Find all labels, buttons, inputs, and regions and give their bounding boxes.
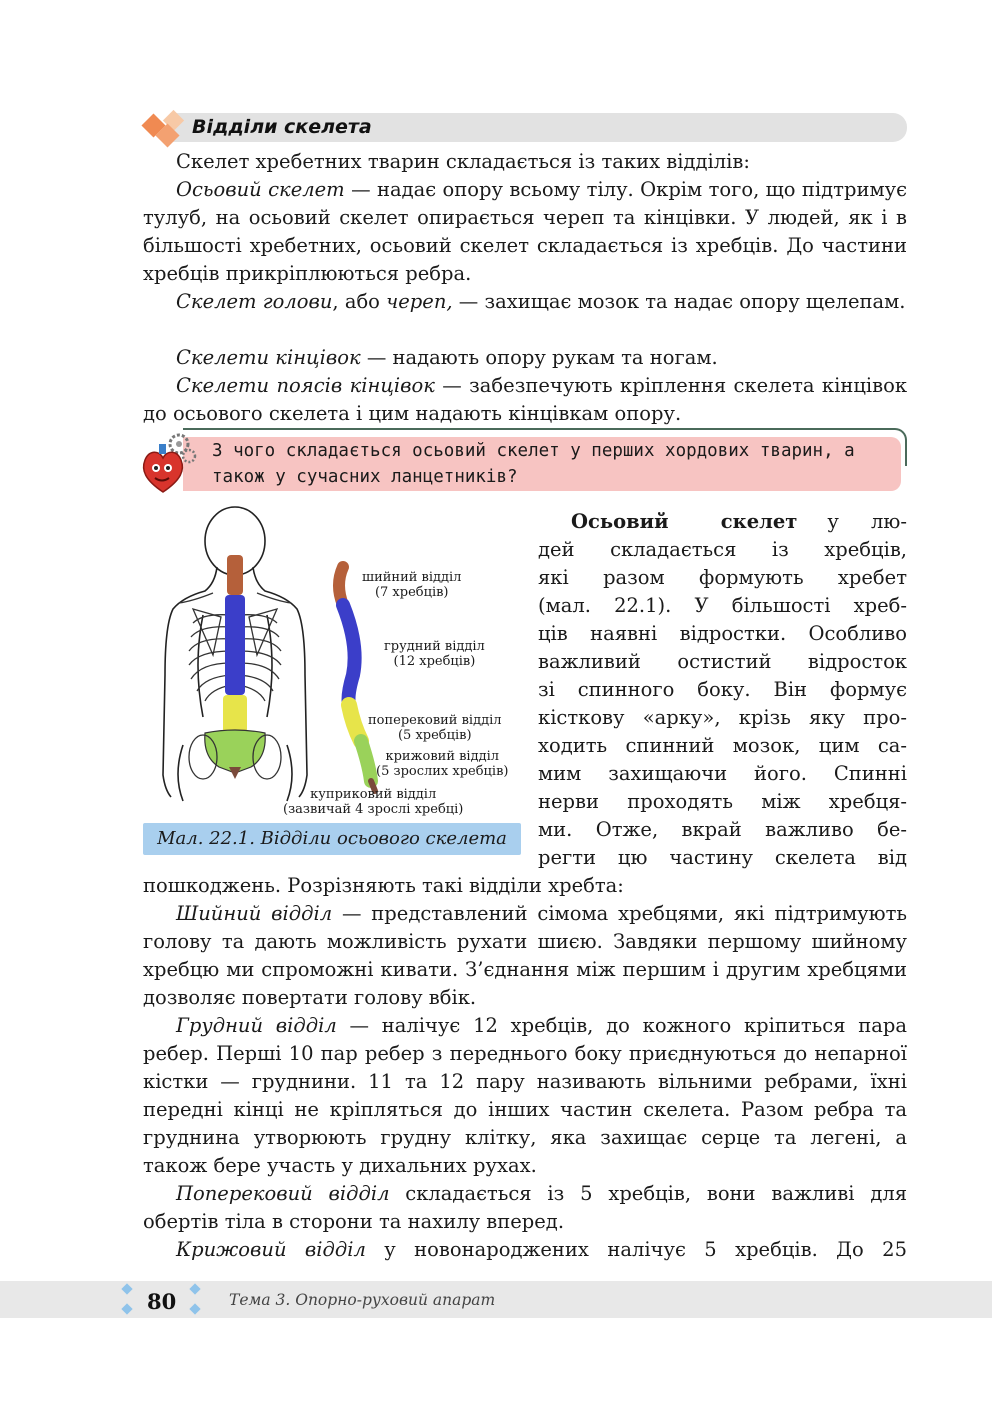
figure-label	[362, 570, 461, 600]
term: Скелет голови	[176, 290, 333, 313]
term: череп,	[386, 290, 453, 313]
label-line: (5 хребців)	[397, 728, 472, 743]
label-line: (5 зрослих хребців)	[376, 764, 509, 779]
paragraph-text: — надають опору рукам та ногам.	[360, 346, 718, 369]
paragraph-text: — надає опору всьому тілу. Окрім того, що підтримує тулуб, на осьовий скелет опирається череп та кінцівки. У людей, як і в більшості хребетних, осьовий скелет складається із хребців. До частини хребців прикріплюються ребра.	[143, 178, 908, 285]
figure-label	[368, 713, 502, 743]
paragraph-text: — налічує 12 хребців, до кожного кріпиться пара ребер. Перші 10 пар ребер з переднього боку приєднуються до непарної кістки — груднини. 11 та 12 пару називають вільними ребрами, їхні передні кінці не кріпляться до інших частин скелета. Разом ребра та груднина утворюють грудну клітку, яка захищає серце та легені, а також бере участь у дихальних рухах.	[143, 1014, 907, 1177]
column-line: ців наявні відростки. Особливо	[538, 622, 907, 645]
column-line: важливий остистий відросток	[538, 650, 907, 673]
paragraph-text: Скелет хребетних тварин складається із таких відділів:	[176, 150, 750, 173]
paragraph-text: у новонароджених налічує 5 хребців. До 25	[365, 1238, 907, 1261]
cervical-spine	[227, 555, 243, 595]
paragraph-text: — представлений сімома хребцями, які підтримують голову та дають можливість рухати шиєю. Завдяки першому шийному хребцю ми спроможні кивати. З’єднання між першим і другим хребцями дозволяє повертати голову вбік.	[143, 902, 907, 1009]
column-paragraph	[538, 508, 907, 872]
paragraph	[143, 176, 907, 288]
paragraph	[143, 872, 907, 900]
label-line: (12 хребців)	[393, 654, 476, 669]
question-line: також у сучасних ланцетників?	[212, 467, 518, 487]
figure-caption: Мал. 22.1. Відділи осьового скелета	[143, 823, 521, 855]
paragraph	[143, 1236, 907, 1264]
label-line: (зазвичай 4 зрослі хребці)	[283, 802, 464, 817]
term: Грудний відділ	[176, 1014, 337, 1037]
label-line: куприковий відділ	[310, 787, 437, 802]
column-line: які разом формують хребет	[538, 566, 907, 589]
question-text	[212, 438, 892, 490]
section-title: Відділи скелета	[192, 116, 372, 138]
column-line: нерви проходять між хребця-	[538, 790, 907, 813]
paragraph	[143, 288, 907, 316]
figure-label	[384, 639, 485, 669]
paragraph	[143, 148, 907, 176]
paragraph	[143, 1012, 907, 1180]
page-number: 80	[147, 1289, 177, 1314]
paragraph	[143, 344, 907, 372]
column-line: ми. Отже, вкрай важливо бе-	[538, 818, 907, 841]
paragraph-text: пошкоджень. Розрізняють такі відділи хребта:	[143, 874, 624, 897]
heart-gear-icon	[139, 430, 197, 494]
column-line: (мал. 22.1). У більшості хреб-	[538, 594, 907, 617]
pelvis	[205, 730, 265, 773]
isolated-spine	[339, 567, 375, 791]
column-line: кісткову «арку», крізь яку про-	[538, 706, 907, 729]
label-line: крижовий відділ	[385, 749, 500, 764]
paragraph-text: — забезпечують кріплення скелета кінцівок до осьового скелета і цим надають кінцівкам опору.	[143, 374, 908, 425]
figure-label	[376, 749, 508, 779]
term: Поперековий відділ	[176, 1182, 390, 1205]
lumbar-spine	[223, 695, 247, 733]
paragraph-text: складається із 5 хребців, вони важливі для обертів тіла в сторони та нахилу вперед.	[143, 1182, 908, 1233]
term: Скелети поясів кінцівок	[176, 374, 435, 397]
column-line: мим захищаючи його. Спинні	[538, 762, 907, 785]
question-line: З чого складається осьовий скелет у перших хордових тварин, а	[212, 441, 855, 461]
label-line: поперековий відділ	[368, 713, 502, 728]
figure-label	[283, 787, 463, 817]
footer-topic: Тема 3. Опорно-руховий апарат	[229, 1291, 496, 1309]
column-line: ходить спинний мозок, цим са-	[538, 734, 907, 757]
term: Осьовий скелет	[176, 178, 345, 201]
label-line: шийний відділ	[362, 570, 462, 585]
term: Крижовий відділ	[176, 1238, 366, 1261]
paragraph-text: — захищає мозок та надає опору щелепам.	[452, 290, 906, 313]
paragraph	[143, 1180, 907, 1236]
coccyx	[229, 767, 241, 779]
line-tail: у лю-	[827, 510, 907, 533]
label-line: (7 хребців)	[374, 585, 449, 600]
thoracic-spine	[225, 595, 245, 695]
paragraph-text: , або	[332, 290, 387, 313]
paragraph	[143, 900, 907, 1012]
term: Осьовий скелет	[571, 510, 798, 533]
term: Скелети кінцівок	[176, 346, 361, 369]
column-line: дей складається із хребців,	[538, 538, 907, 561]
column-line	[538, 508, 907, 536]
column-line: зі спинного боку. Він формує	[538, 678, 907, 701]
column-line: регти цю частину скелета від	[538, 846, 907, 869]
term: Шийний відділ	[176, 902, 333, 925]
paragraph	[143, 372, 907, 428]
label-line: грудний відділ	[384, 639, 485, 654]
